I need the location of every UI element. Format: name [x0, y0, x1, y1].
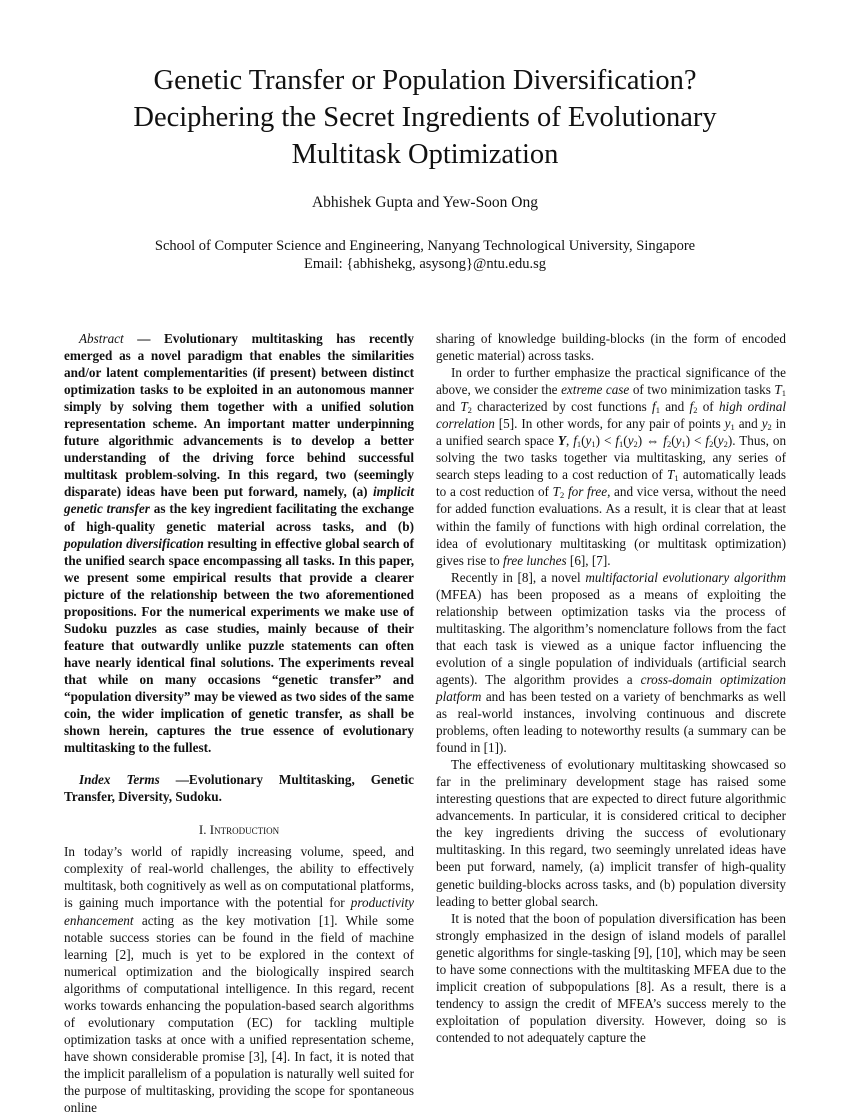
intro-paragraph-1-continued: sharing of knowledge building-blocks (in the form of encoded genetic material) across tasks.: [436, 331, 786, 364]
right-column: [436, 330, 786, 1046]
email: Email: {abhishekg, asysong}@ntu.edu.sg: [304, 256, 546, 272]
affiliation-block: [0, 237, 850, 273]
intro-paragraph-5: It is noted that the boon of population diversification has been strongly emphasized in the design of island models of parallel genetic algorithms for single-tasking [9], [10], which may be seen to have some connections with the multitasking MFEA due to the implicit creation of subpopulations [8]. As a result, there is a tendency to assign the credit of MFEA’s success merely to the exploitation of population diversity. However, doing so is contended to not adequately capture the: [436, 910, 786, 1045]
index-terms-label: Index Terms: [79, 772, 160, 788]
section-heading-introduction: I. Introduction: [198, 822, 280, 838]
abstract-label: Abstract: [79, 331, 124, 346]
intro-paragraph-2: In order to further emphasize the practical significance of the above, we consider the extreme case of two minimization tasks $T_1$ and $T_2$ characterized by cost functions $f_1$ and $f_2$ of high ordinal correlation [5]. In other words, for any pair of points $y_1$ and $y_2$ in a unified search space Y, $f_1(y_1) < f_1(y_2)$ ⇔ $f_2(y_1) < f_2(y_2)$. Thus, on solving the two tasks together via multitasking, any series of search steps leading to a cost reduction of $T_1$ automatically leads to a cost reduction of $T_2$ for free, and vice versa, without the need for added function evaluations. As a result, it is clear that at least within the family of functions with high ordinal correlation, the idea of evolutionary multitasking (or multitask optimization) gives rise to free lunches [6], [7].: [436, 365, 787, 568]
intro-paragraph-3: Recently in [8], a novel multifactorial evolutionary algorithm (MFEA) has been proposed as a means of exploiting the relationship between optimization tasks via the process of multitasking. The algorithm’s nomenclature follows from the fact that each task is viewed as a unique factor influencing the evolution of a single population of individuals (artificial search agents). The algorithm provides a cross-domain optimization platform and has been tested on a variety of benchmarks as well as real-world instances, involving continuous and discrete problems, often leading to noteworthy results (a summary can be found in [1]).: [436, 569, 786, 756]
abstract: Abstract — Evolutionary multitasking has recently emerged as a novel paradigm that enables the similarities and/or latent complementarities (if present) between distinct optimization tasks to be exploited in an autonomous manner simply by solving them together with a unified solution representation scheme. An important matter underpinning future algorithmic advancements is to develop a better understanding of the driving force behind successful multitask problem-solving. In this regard, two (seemingly disparate) ideas have been put forward, namely, (a) implicit genetic transfer as the key ingredient facilitating the exchange of high-quality genetic material across tasks, and (b) population diversification resulting in effective global search of the unified search space encompassing all tasks. In this paper, we present some empirical results that provide a clearer picture of the relationship between the two aforementioned propositions. For the numerical experiments we make use of Sudoku puzzles as case studies, mainly because of their feature that outwardly unlike puzzle statements can often have nearly identical final solutions. The experiments reveal that while on many occasions “genetic transfer” and “population diversity” may be viewed as two sides of the same coin, the wider implication of genetic transfer, as shall be shown herein, captures the true essence of evolutionary multitasking to the fullest.: [64, 331, 414, 756]
title-line: Deciphering the Secret Ingredients of Evolutionary: [133, 102, 717, 133]
paper-title: [0, 62, 850, 173]
authors: Abhishek Gupta and Yew-Soon Ong: [311, 194, 539, 211]
title-line: Genetic Transfer or Population Diversification?: [153, 65, 697, 96]
index-terms: Index Terms —Evolutionary Multitasking, Genetic Transfer, Diversity, Sudoku.: [64, 772, 414, 805]
paper-header: [0, 62, 850, 273]
affiliation: School of Computer Science and Engineering, Nanyang Technological University, Singapore: [154, 238, 696, 254]
intro-paragraph-4: The effectiveness of evolutionary multitasking showcased so far in the preliminary development stage has raised some interesting questions that are expected to direct future algorithmic advancements. In particular, it is considered critical to decipher the key ingredients driving the success of evolutionary multitasking. In this regard, two seemingly unrelated ideas have been put forward, namely, (a) implicit transfer of high-quality genetic building-blocks across tasks, and (b) population diversity leading to better global search.: [436, 757, 786, 909]
left-column: [64, 330, 414, 1116]
intro-paragraph-1: In today’s world of rapidly increasing volume, speed, and complexity of real-world challenges, the ability to effectively multitask, both cognitively as well as on computational platforms, is gaining much importance with the potential for productivity enhancement acting as the key motivation [1]. While some notable success stories can be found in the field of machine learning [2], much is yet to be explored in the context of numerical optimization and the biologically inspired search algorithms of computational intelligence. In this regard, recent works towards enhancing the population-based search algorithms of evolutionary computation (EC) for tackling multiple optimization tasks at once with a unified representation scheme, have shown considerable promise [3], [4]. In fact, it is noted that the implicit parallelism of a population is naturally well suited for the purpose of multitasking, providing the scope for spontaneous online: [64, 844, 414, 1116]
title-line: Multitask Optimization: [291, 139, 559, 170]
